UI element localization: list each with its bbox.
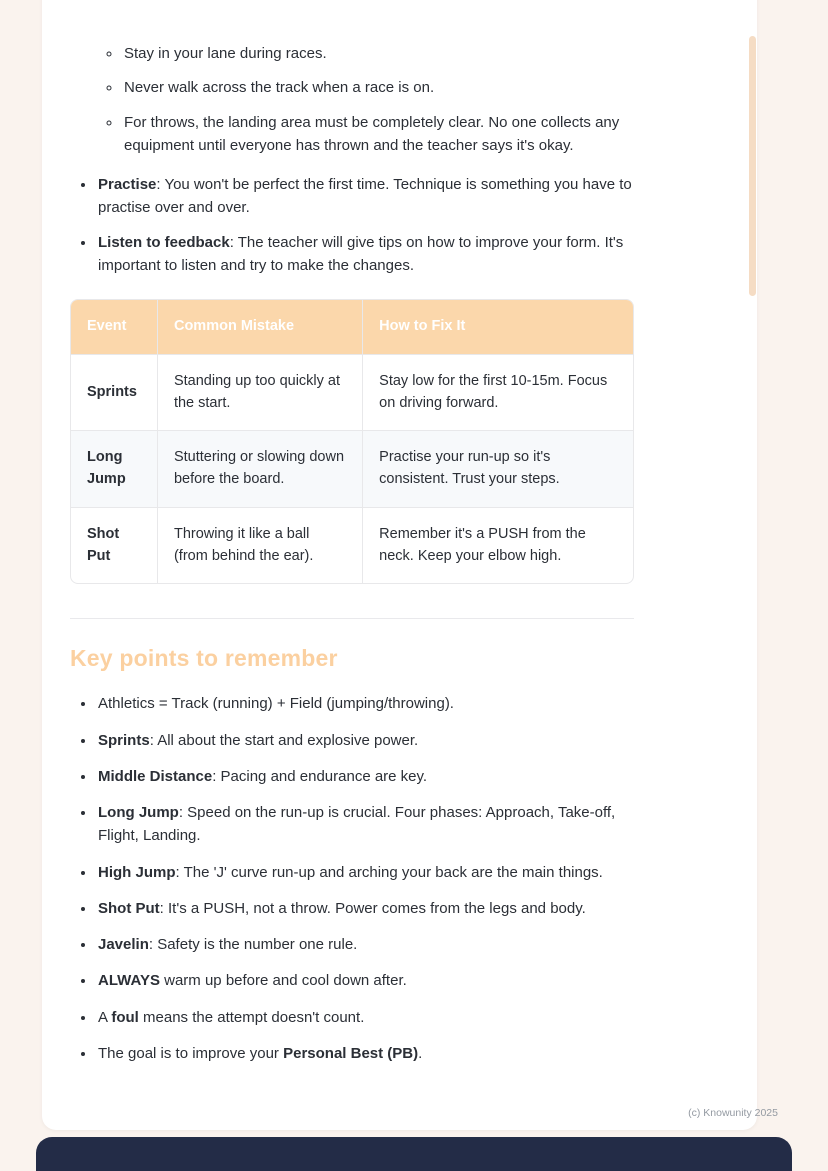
table-header-fix: How to Fix It (362, 300, 633, 354)
section-heading: Key points to remember (70, 645, 338, 672)
table-cell-event: Shot Put (71, 507, 157, 584)
tips-list (70, 173, 636, 277)
mistakes-table (70, 299, 634, 584)
list-item: • Sprints: All about the start and explosive power. (96, 729, 636, 752)
list-item: • Shot Put: It's a PUSH, not a throw. Power comes from the legs and body. (96, 897, 636, 920)
copyright-notice: (c) Knowunity 2025 (688, 1107, 778, 1119)
table-row (71, 430, 633, 507)
list-item: • A foul means the attempt doesn't count. (96, 1006, 636, 1029)
list-item: • ALWAYS warm up before and cool down after. (96, 969, 636, 992)
table-row (71, 354, 633, 431)
table-header-event: Event (71, 300, 157, 354)
section-divider (70, 618, 634, 619)
list-item: • Listen to feedback: The teacher will give tips on how to improve your form. It's important to listen and try to make the changes. (96, 231, 636, 278)
list-item: • The goal is to improve your Personal Best (PB). (96, 1042, 636, 1065)
document-content (42, 0, 636, 1065)
table-cell-fix: Practise your run-up so it's consistent. Trust your steps. (362, 430, 633, 507)
table-cell-mistake: Throwing it like a ball (from behind the ear). (157, 507, 362, 584)
table-cell-fix: Remember it's a PUSH from the neck. Keep your elbow high. (362, 507, 633, 584)
list-item: • Athletics = Track (running) + Field (jumping/throwing). (96, 692, 636, 715)
table-cell-mistake: Standing up too quickly at the start. (157, 354, 362, 431)
safety-sub-list (70, 42, 636, 157)
scrollbar-thumb[interactable] (749, 36, 756, 296)
table-cell-fix: Stay low for the first 10-15m. Focus on driving forward. (362, 354, 633, 431)
list-item: • Long Jump: Speed on the run-up is crucial. Four phases: Approach, Take-off, Flight, Landing. (96, 801, 636, 848)
list-item: • Middle Distance: Pacing and endurance are key. (96, 765, 636, 788)
table-header-row (71, 300, 633, 354)
table-cell-event: Sprints (71, 354, 157, 431)
document-card (42, 0, 757, 1130)
bottom-bar (36, 1137, 792, 1171)
table-row (71, 507, 633, 584)
list-item: • Javelin: Safety is the number one rule. (96, 933, 636, 956)
list-item: • Practise: You won't be perfect the first time. Technique is something you have to practise over and over. (96, 173, 636, 220)
table-cell-mistake: Stuttering or slowing down before the board. (157, 430, 362, 507)
list-item: • High Jump: The 'J' curve run-up and arching your back are the main things. (96, 861, 636, 884)
key-points-list (70, 692, 636, 1065)
table-header-mistake: Common Mistake (157, 300, 362, 354)
list-item: ◦ Never walk across the track when a race is on. (122, 76, 636, 99)
list-item: ◦ For throws, the landing area must be completely clear. No one collects any equipment until everyone has thrown and the teacher says it's okay. (122, 111, 636, 158)
list-item: ◦ Stay in your lane during races. (122, 42, 636, 65)
table-cell-event: Long Jump (71, 430, 157, 507)
